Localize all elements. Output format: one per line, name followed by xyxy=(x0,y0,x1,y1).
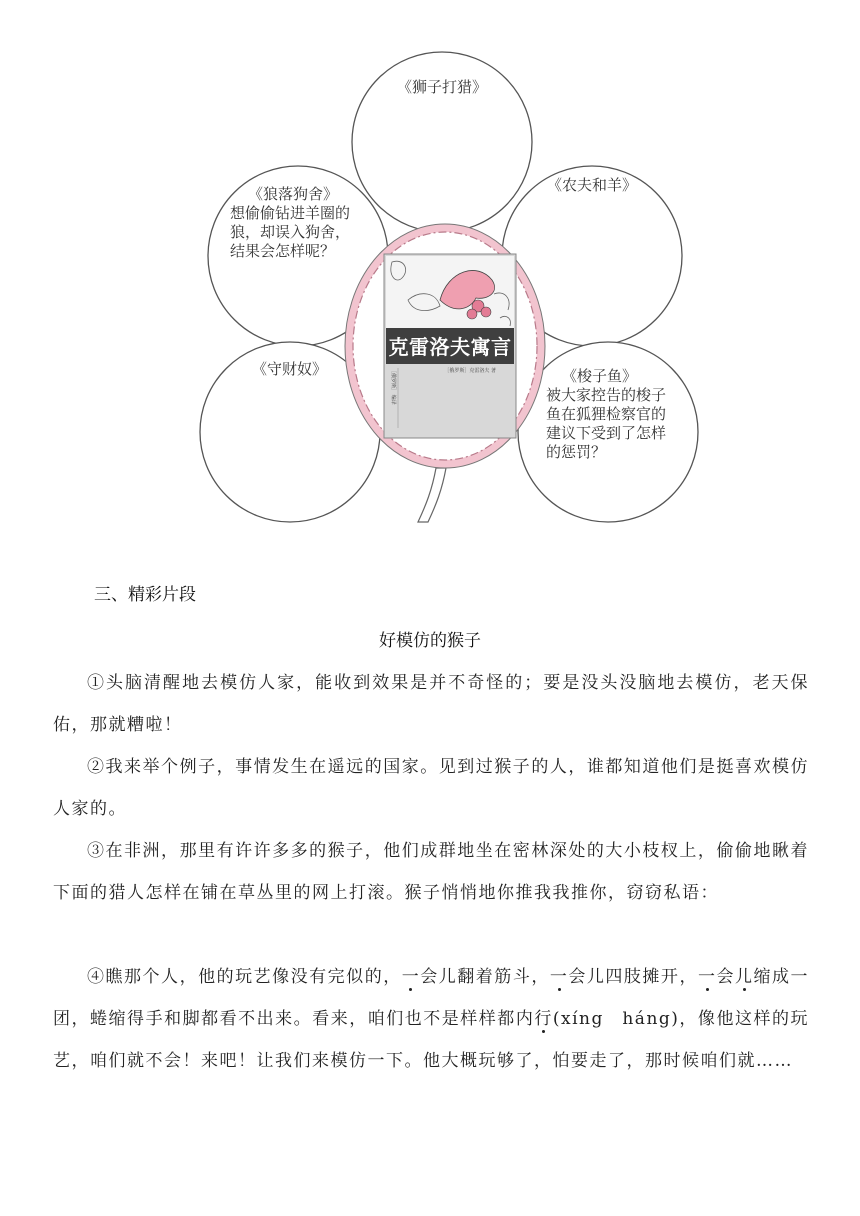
dotted-char: 一 xyxy=(697,967,717,987)
reading-flower-diagram xyxy=(0,0,860,540)
story-paragraph-1 xyxy=(53,662,809,746)
paragraph-text: 会儿翻着筋斗， xyxy=(420,967,550,987)
paragraph-text: 会 xyxy=(716,967,735,987)
dotted-char: 一 xyxy=(549,967,569,987)
petal-right-lower-line: 建议下受到了怎样 xyxy=(546,424,667,442)
petal-left-upper-title: 《狼落狗舍》 xyxy=(248,185,339,203)
book-title: 克雷洛夫寓言 xyxy=(388,335,512,359)
petal-left-upper-line: 结果会怎样呢？ xyxy=(230,242,336,260)
story-title: 好模仿的猴子 xyxy=(379,631,481,651)
dotted-char: 儿 xyxy=(734,967,754,987)
paragraph-text: ①头脑清醒地去模仿人家，能收到效果是并不奇怪的；要是没头没脑地去模仿，老天保佑，那就糟啦！ xyxy=(53,673,809,735)
dotted-char: 行 xyxy=(534,1009,553,1029)
petal-right-lower-title: 《梭子鱼》 xyxy=(562,367,638,385)
book-author: ［俄罗斯］克雷洛夫 著 xyxy=(444,368,496,374)
petal-left-lower-title: 《守财奴》 xyxy=(252,360,328,378)
paragraph-text: ③在非洲，那里有许许多多的猴子，他们成群地坐在密林深处的大小枝杈上，偷偷地瞅着下面的猎人怎样在铺在草丛里的网上打滚。猴子悄悄地你推我我推你，窃窃私语： xyxy=(53,841,809,903)
story-paragraph-3 xyxy=(53,830,809,914)
paragraph-text: (xíng háng)，像他这样的玩艺，咱们就不会！来吧！让我们来模仿一下。他大概玩够了，怕要走了，那时候咱们就…… xyxy=(53,1009,809,1071)
petal-right-lower-line: 被大家控告的梭子 xyxy=(546,386,667,404)
petal-left-upper-line: 想偷偷钻进羊圈的 xyxy=(230,204,351,222)
paragraph-text: 缩成一团，蜷缩得手和脚都看不出来。看来，咱们也不是样样都内 xyxy=(53,967,810,1029)
book-side-text: ［俄罗斯］ 编译 xyxy=(390,368,396,405)
petal-right-lower-line: 的惩罚？ xyxy=(546,443,607,461)
section-heading: 三、精彩片段 xyxy=(94,585,196,605)
petal-right-lower-line: 鱼在狐狸检察官的 xyxy=(546,405,667,423)
paragraph-text: ④瞧那个人，他的玩艺像没有完似的， xyxy=(87,967,402,987)
petal-right-upper-title: 《农夫和羊》 xyxy=(547,176,638,194)
book-cover xyxy=(384,254,516,438)
story-paragraph-2 xyxy=(53,746,809,830)
petal-left-upper-line: 狼，却误入狗舍， xyxy=(230,223,351,241)
story-paragraph-4 xyxy=(53,956,809,1082)
flower-stem xyxy=(418,468,446,522)
paragraph-text: 会儿四肢摊开， xyxy=(568,967,698,987)
petal-top-title: 《狮子打猎》 xyxy=(396,78,488,96)
dotted-char: 一 xyxy=(401,967,421,987)
paragraph-text: ②我来举个例子，事情发生在遥远的国家。见到过猴子的人，谁都知道他们是挺喜欢模仿人家的。 xyxy=(53,757,809,819)
